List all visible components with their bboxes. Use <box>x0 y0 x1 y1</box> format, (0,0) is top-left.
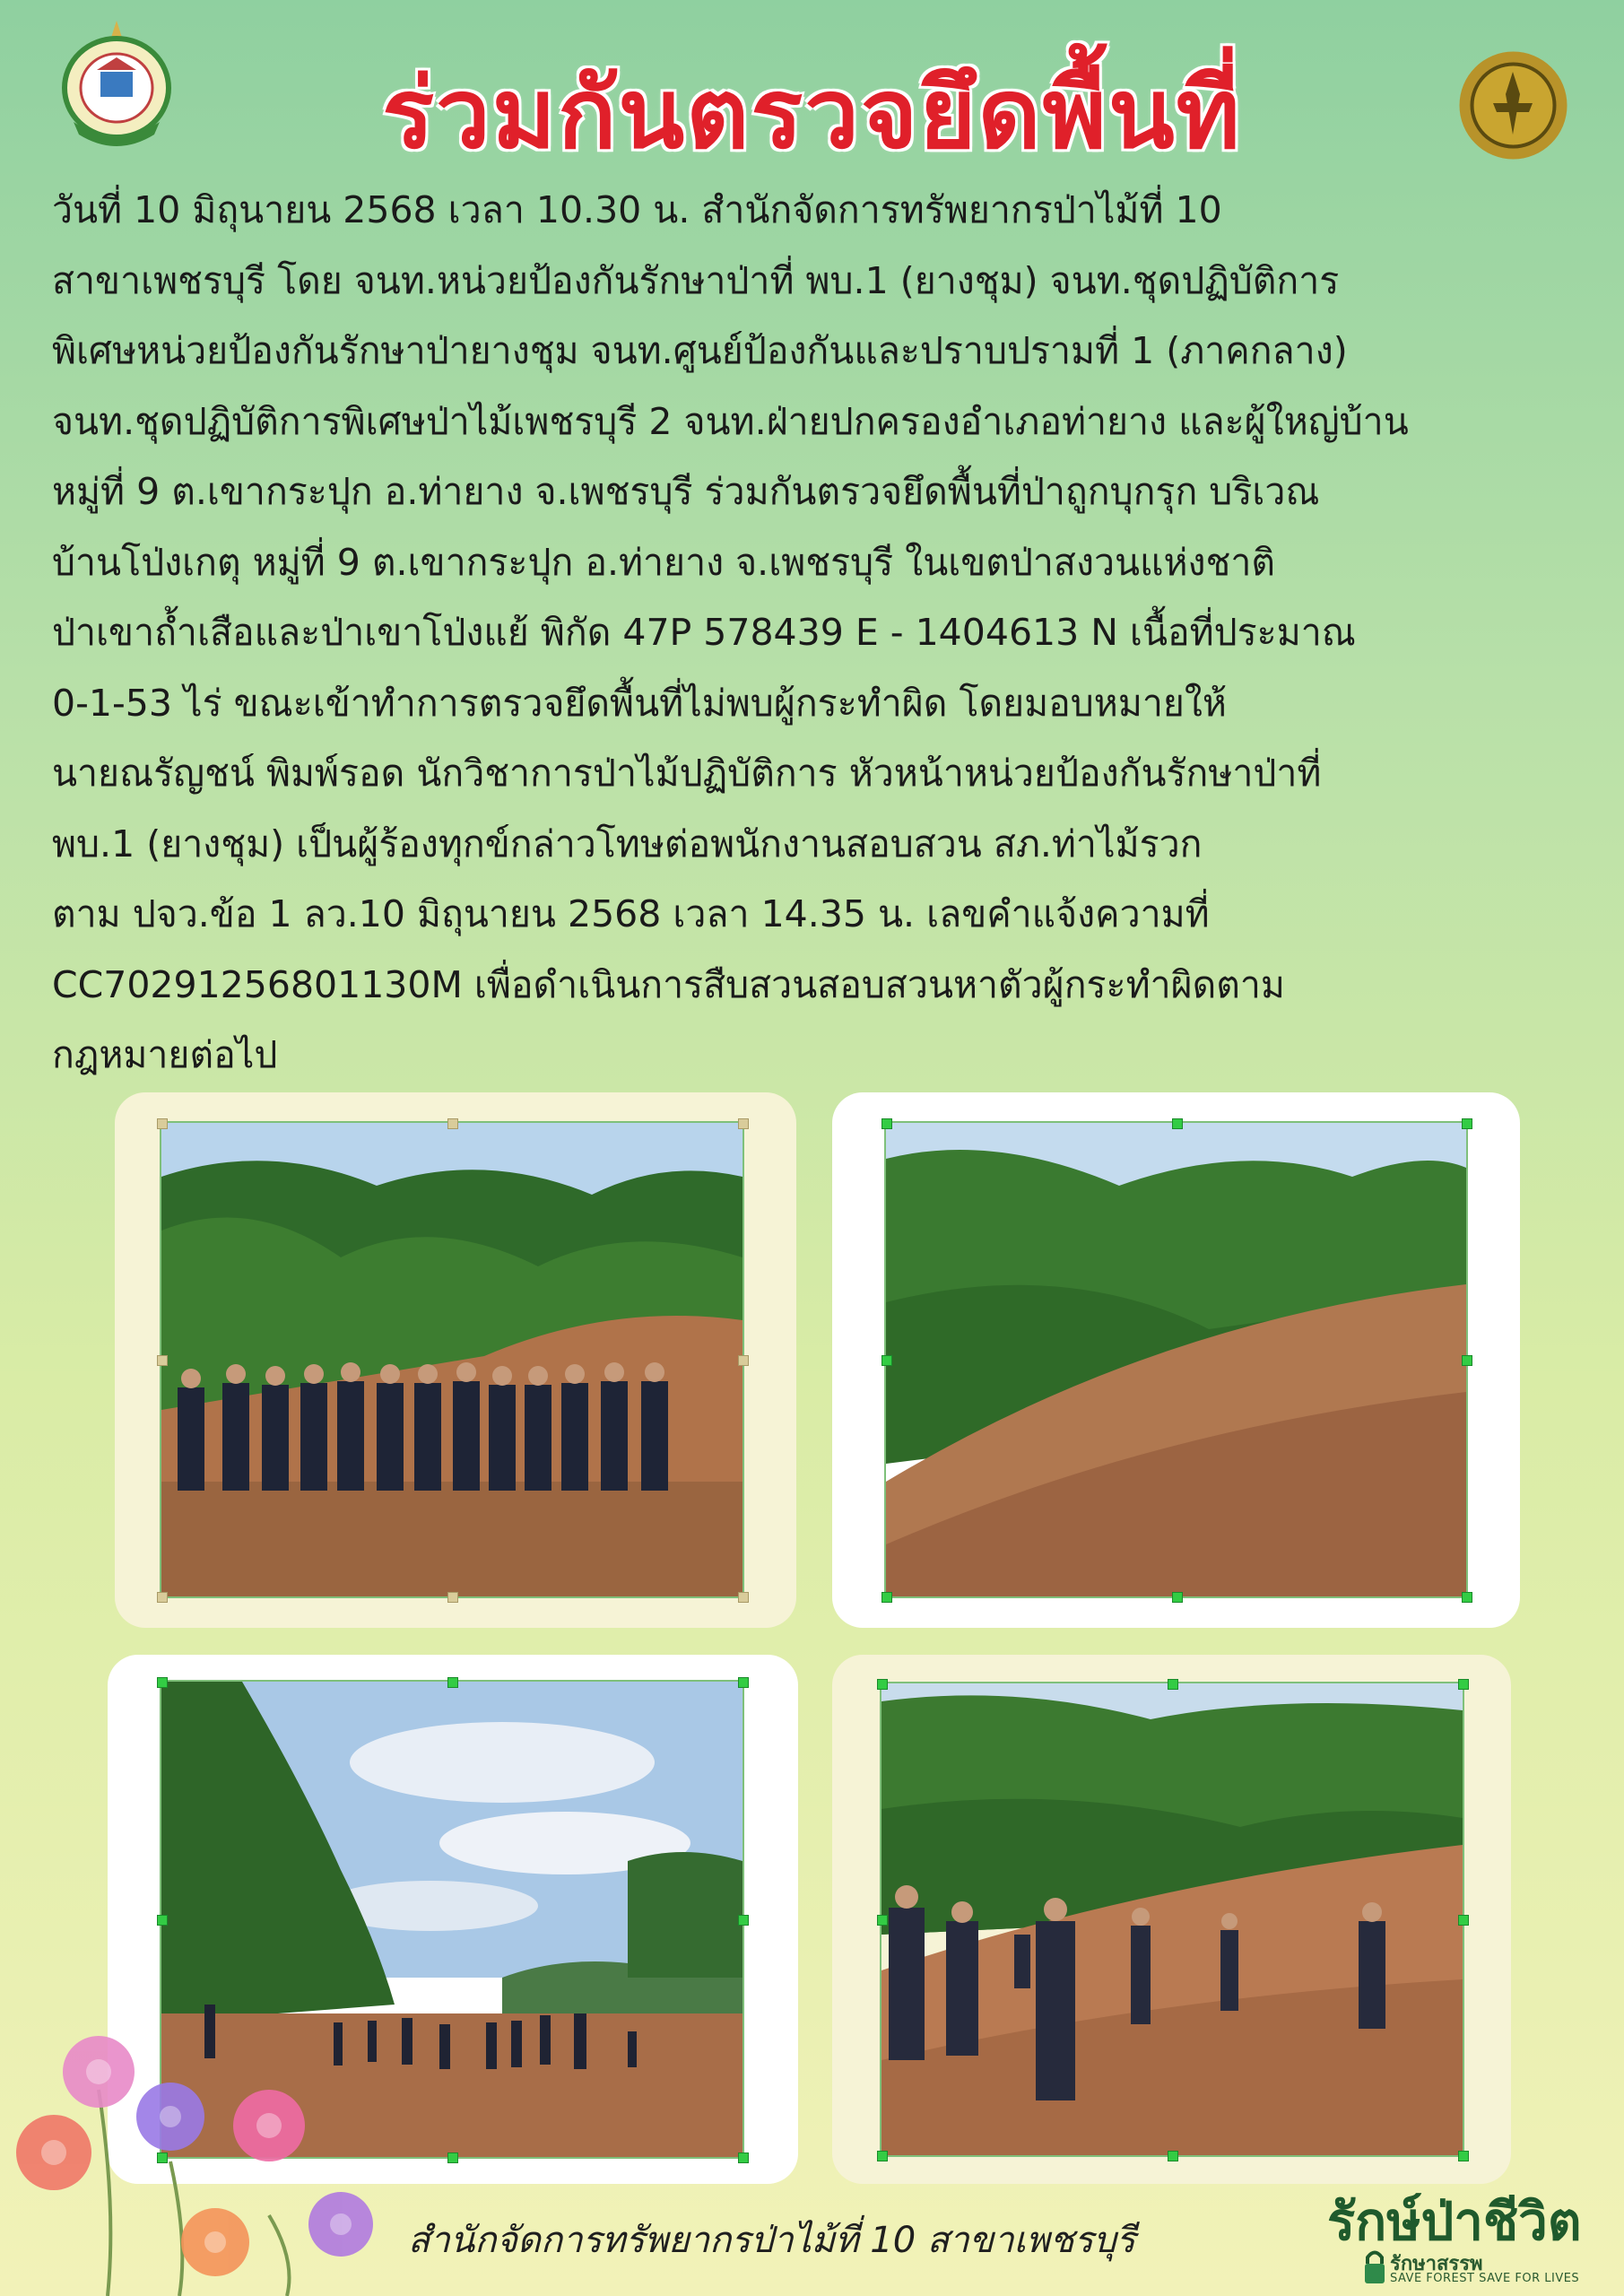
brand-tagline: SAVE FOREST SAVE FOR LIVES <box>1390 2272 1580 2285</box>
selection-handle <box>157 1915 168 1926</box>
selection-handle <box>738 2152 749 2163</box>
selection-handle <box>877 1679 888 1690</box>
body-line: บ้านโป่งเกตุ หมู่ที่ 9 ต.เขากระปุก อ.ท่ายาง จ.เพชรบุรี ในเขตป่าสงวนแห่งชาติ <box>52 540 1275 584</box>
selection-handle <box>447 1677 458 1688</box>
selection-handle <box>738 1677 749 1688</box>
selection-handle <box>881 1592 892 1603</box>
selection-handle <box>1168 1679 1178 1690</box>
photo-cleared-slope <box>886 1123 1466 1596</box>
selection-handle <box>1458 2151 1469 2161</box>
selection-handle <box>1462 1118 1472 1129</box>
body-line: CC70291256801130M เพื่อดำเนินการสืบสวนสอบสวนหาตัวผู้กระทำผิดตาม <box>52 962 1285 1006</box>
selection-handle <box>1168 2151 1178 2161</box>
selection-handle <box>157 1355 168 1366</box>
body-line: 0-1-53 ไร่ ขณะเข้าทำการตรวจยึดพื้นที่ไม่พบผู้กระทำผิด โดยมอบหมายให้ <box>52 681 1227 725</box>
body-line: สาขาเพชรบุรี โดย จนท.หน่วยป้องกันรักษาป่าที่ พบ.1 (ยางชุม) จนท.ชุดปฏิบัติการ <box>52 258 1340 302</box>
selection-handle <box>877 1915 888 1926</box>
selection-handle <box>1462 1355 1472 1366</box>
selection-handle <box>157 1677 168 1688</box>
selection-handle <box>1462 1592 1472 1603</box>
selection-handle <box>157 1592 168 1603</box>
selection-handle <box>738 1915 749 1926</box>
body-line: พบ.1 (ยางชุม) เป็นผู้ร้องทุกข์กล่าวโทษต่อพนักงานสอบสวน สภ.ท่าไม้รวก <box>52 822 1203 865</box>
page-title: ร่วมกันตรวจยึดพื้นที่ <box>382 58 1242 170</box>
body-line: วันที่ 10 มิถุนายน 2568 เวลา 10.30 น. สำนักจัดการทรัพยากรป่าไม้ที่ 10 <box>52 188 1222 231</box>
brand-logo <box>1318 2179 1614 2292</box>
body-paragraph <box>52 175 1576 1091</box>
selection-handle <box>1172 1592 1183 1603</box>
lock-icon <box>1363 2248 1386 2285</box>
selection-handle <box>1172 1118 1183 1129</box>
body-line: หมู่ที่ 9 ต.เขากระปุก อ.ท่ายาง จ.เพชรบุรี ร่วมกันตรวจยึดพื้นที่ป่าถูกบุกรุก บริเวณ <box>52 470 1320 513</box>
selection-handle <box>738 1355 749 1366</box>
body-line: นายณรัญชน์ พิมพ์รอด นักวิชาการป่าไม้ปฏิบัติการ หัวหน้าหน่วยป้องกันรักษาป่าที่ <box>52 752 1322 795</box>
body-line: ตาม ปจว.ข้อ 1 ลว.10 มิถุนายน 2568 เวลา 14.35 น. เลขคำแจ้งความที่ <box>52 892 1210 935</box>
photo-field-walk-forest <box>881 1683 1463 2155</box>
flower-decoration-icon <box>0 2009 413 2296</box>
selection-handle <box>738 1592 749 1603</box>
photo-officers-group <box>161 1123 743 1596</box>
selection-handle <box>447 1118 458 1129</box>
body-line: พิเศษหน่วยป้องกันรักษาป่ายางชุม จนท.ศูนย์ป้องกันและปราบปรามที่ 1 (ภาคกลาง) <box>52 329 1348 372</box>
selection-handle <box>447 1592 458 1603</box>
selection-handle <box>157 1118 168 1129</box>
brand-sub-text: รักษาสรรพ <box>1390 2253 1483 2275</box>
selection-handle <box>738 1118 749 1129</box>
selection-handle <box>1458 1679 1469 1690</box>
footer-office-name: สำนักจัดการทรัพยากรป่าไม้ที่ 10 สาขาเพชรบุรี <box>408 2220 1136 2261</box>
royal-forest-department-seal-icon <box>1457 49 1569 161</box>
brand-main-text: รักษ์ป่าชีวิต <box>1327 2191 1582 2252</box>
selection-handle <box>881 1118 892 1129</box>
selection-handle <box>1458 1915 1469 1926</box>
selection-handle <box>447 2152 458 2163</box>
body-line: กฎหมายต่อไป <box>52 1033 278 1076</box>
selection-handle <box>877 2151 888 2161</box>
selection-handle <box>881 1355 892 1366</box>
body-line: จนท.ชุดปฏิบัติการพิเศษป่าไม้เพชรบุรี 2 จนท.ฝ่ายปกครองอำเภอท่ายาง และผู้ใหญ่บ้าน <box>52 399 1409 443</box>
body-line: ป่าเขาถ้ำเสือและป่าเขาโป่งแย้ พิกัด 47P 578439 E - 1404613 N เนื้อที่ประมาณ <box>52 611 1356 654</box>
